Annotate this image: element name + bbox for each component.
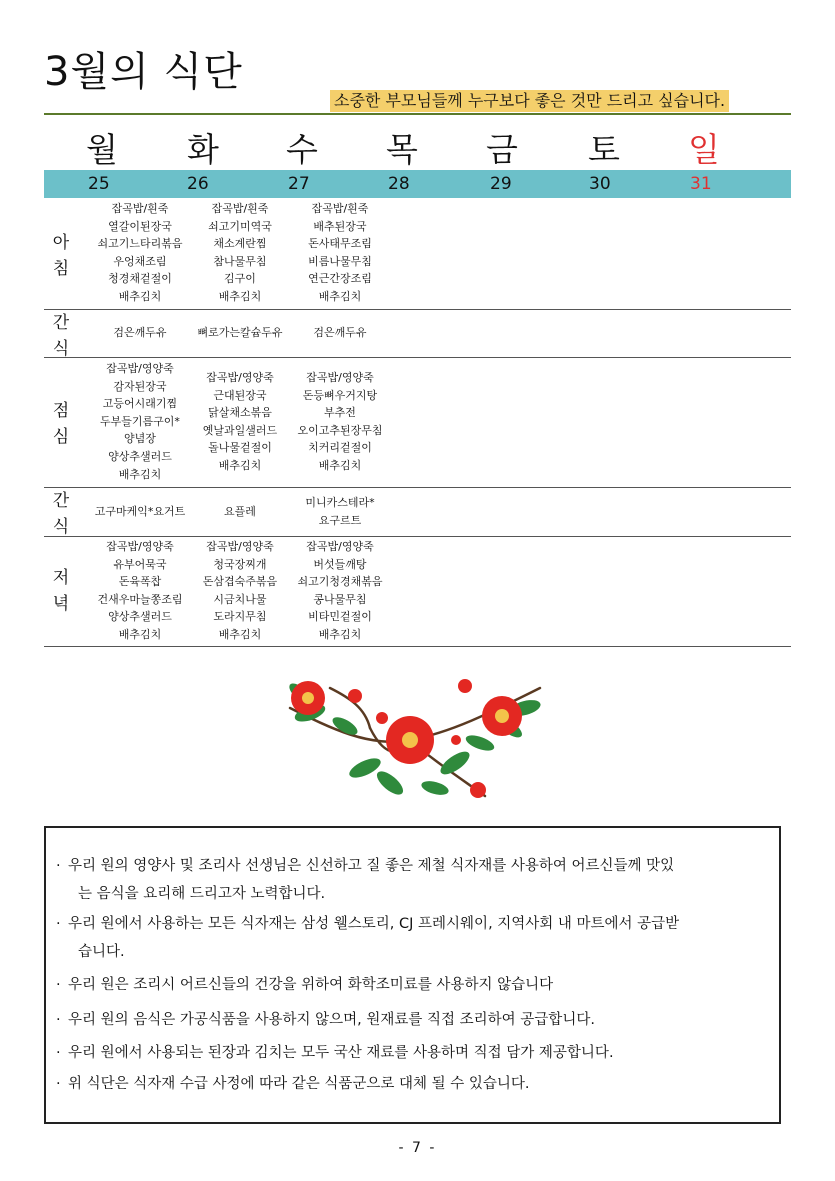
meal-label-char: 침 [52, 259, 70, 279]
meal-label-char: 저 [52, 568, 70, 588]
menu-item: 쇠고기미역국 [208, 219, 272, 233]
note-item [56, 852, 776, 908]
menu-item: 두부들기름구이* [100, 414, 180, 428]
menu-cell-tue [184, 200, 296, 306]
menu-item: 고등어시래기찜 [102, 397, 178, 411]
menu-item: 배추김치 [118, 467, 162, 481]
menu-item: 양념장 [124, 432, 156, 446]
menu-cell-wed [284, 200, 396, 306]
menu-cell-tue [184, 324, 296, 342]
meal-label-snack [50, 488, 72, 540]
weekday-wed: 수 [286, 130, 318, 169]
weekday-tue: 화 [187, 130, 219, 169]
note-item [56, 1006, 776, 1034]
menu-item: 연근간장조림 [308, 272, 372, 286]
date-mon: 25 [88, 174, 110, 194]
menu-cell-tue [184, 503, 296, 521]
menu-item: 잡곡밥/영양죽 [306, 371, 374, 384]
meal-row-snack-am [44, 310, 791, 358]
menu-cell-wed [284, 369, 396, 475]
note-item [56, 1039, 776, 1067]
page-title: 3월의 식단 [44, 49, 243, 95]
camellia-flower-icon [270, 668, 560, 808]
date-sun: 31 [690, 174, 712, 194]
menu-cell-mon [84, 324, 196, 342]
menu-item: 김구이 [224, 272, 256, 286]
menu-item: 옛날과일샐러드 [202, 423, 278, 437]
note-line: 우리 원의 음식은 가공식품을 사용하지 않으며, 원재료를 직접 조리하여 공급합니다. [68, 1012, 595, 1028]
menu-item: 돌나물겉절이 [208, 441, 272, 455]
menu-cell-mon [84, 360, 196, 483]
menu-item: 미니카스테라* [305, 496, 375, 509]
menu-item: 참나물무침 [213, 254, 267, 268]
menu-item: 잡곡밥/영양죽 [206, 540, 274, 553]
menu-item: 잡곡밥/영양죽 [106, 362, 174, 375]
menu-item: 콩나물무침 [313, 592, 367, 606]
note-item [56, 910, 776, 966]
note-item [56, 971, 776, 999]
meal-label-lunch [50, 398, 72, 450]
notes-box [44, 826, 781, 1124]
meal-label-char: 녁 [52, 594, 70, 614]
menu-item: 배추김치 [118, 289, 162, 303]
menu-item: 열갈이된장국 [108, 219, 172, 233]
menu-item: 닭살채소볶음 [208, 406, 272, 420]
menu-item: 건새우마늘쫑조림 [97, 592, 183, 606]
meal-label-char: 간 [52, 491, 70, 511]
page-number: - 7 - [398, 1140, 437, 1156]
menu-cell-mon [84, 503, 196, 521]
bullet-dot: · [56, 977, 61, 993]
note-line: 우리 원은 조리시 어르신들의 건강을 위하여 화학조미료를 사용하지 않습니다 [68, 977, 554, 993]
menu-item: 고구마케익*요거트 [94, 505, 186, 518]
menu-cell-tue [184, 369, 296, 475]
menu-item: 비타민겉절이 [308, 610, 372, 624]
weekday-header [44, 130, 791, 170]
weekday-mon: 월 [86, 130, 118, 169]
meal-label-char: 점 [52, 401, 70, 421]
menu-item: 배추된장국 [313, 219, 367, 233]
meal-row-breakfast [44, 198, 791, 310]
meal-label-char: 간 [52, 313, 70, 333]
menu-item: 요구르트 [318, 513, 362, 527]
bullet-dot: · [56, 916, 61, 932]
menu-item: 잡곡밥/영양죽 [106, 540, 174, 553]
weekday-thu: 목 [386, 130, 418, 169]
meal-label-char: 아 [52, 233, 70, 253]
menu-cell-tue [184, 538, 296, 644]
meal-row-dinner [44, 537, 791, 647]
date-thu: 28 [388, 174, 410, 194]
menu-item: 배추김치 [318, 289, 362, 303]
note-line: 우리 원의 영양사 및 조리사 선생님은 신선하고 질 좋은 제철 식자재를 사용하여 어르신들께 맛있 [68, 858, 675, 874]
menu-item: 잡곡밥/영양죽 [206, 371, 274, 384]
menu-item: 채소계란찜 [213, 237, 267, 251]
bullet-dot: · [56, 1045, 61, 1061]
menu-item: 쇠고기청경채볶음 [297, 575, 383, 589]
date-tue: 26 [187, 174, 209, 194]
menu-cell-wed [284, 324, 396, 342]
note-line: 는 음식을 요리해 드리고자 노력합니다. [78, 886, 326, 902]
menu-item: 청국장찌개 [213, 557, 267, 571]
menu-item: 쇠고기느타리볶음 [97, 237, 183, 251]
date-bar [44, 170, 791, 198]
menu-item: 돈육폭찹 [118, 575, 162, 589]
menu-item: 시금치나물 [213, 592, 267, 606]
menu-item: 잡곡밥/흰죽 [111, 202, 169, 215]
menu-item: 잡곡밥/영양죽 [306, 540, 374, 553]
weekday-fri: 금 [486, 130, 518, 169]
meal-row-lunch [44, 358, 791, 488]
note-line: 우리 원에서 사용되는 된장과 김치는 모두 국산 재료를 사용하며 직접 담가 제공합니다. [68, 1045, 614, 1061]
menu-item: 뼈로가는칼슘두유 [197, 326, 283, 339]
menu-item: 잡곡밥/흰죽 [211, 202, 269, 215]
menu-item: 검은깨두유 [313, 326, 367, 339]
menu-item: 버섯들깨탕 [313, 557, 367, 571]
note-line: 위 식단은 식자재 수급 사정에 따라 같은 식품군으로 대체 될 수 있습니다. [68, 1076, 530, 1092]
menu-item: 감자된장국 [113, 379, 167, 393]
menu-item: 부추전 [324, 406, 356, 420]
menu-item: 우엉채조림 [113, 254, 167, 268]
meal-label-dinner [50, 565, 72, 617]
meal-label-snack [50, 310, 72, 362]
note-line: 우리 원에서 사용하는 모든 식자재는 삼성 웰스토리, CJ 프레시웨이, 지역사회 내 마트에서 공급받 [68, 916, 680, 932]
meal-label-breakfast [50, 230, 72, 282]
menu-item: 배추김치 [218, 458, 262, 472]
menu-item: 청경채겉절이 [108, 272, 172, 286]
menu-item: 양상추샐러드 [108, 610, 172, 624]
menu-item: 배추김치 [318, 458, 362, 472]
bullet-dot: · [56, 1076, 61, 1092]
menu-item: 요플레 [224, 505, 256, 518]
page-subtitle: 소중한 부모님들께 누구보다 좋은 것만 드리고 싶습니다. [330, 90, 729, 112]
date-sat: 30 [589, 174, 611, 194]
bullet-dot: · [56, 1012, 61, 1028]
menu-item: 돈사태무조림 [308, 237, 372, 251]
menu-item: 치커리겉절이 [308, 441, 372, 455]
date-fri: 29 [490, 174, 512, 194]
menu-item: 배추김치 [218, 289, 262, 303]
title-divider [44, 113, 791, 115]
weekday-sun: 일 [688, 130, 720, 169]
menu-item: 도라지무침 [213, 610, 267, 624]
meal-label-char: 식 [52, 517, 70, 537]
note-item [56, 1070, 776, 1098]
menu-item: 비름나물무침 [308, 254, 372, 268]
weekday-sat: 토 [588, 130, 620, 169]
menu-cell-wed [284, 538, 396, 644]
meal-label-char: 식 [52, 339, 70, 359]
meal-label-char: 심 [52, 427, 70, 447]
menu-item: 잡곡밥/흰죽 [311, 202, 369, 215]
meal-row-snack-pm [44, 488, 791, 537]
menu-item: 오이고추된장무침 [297, 423, 383, 437]
date-wed: 27 [288, 174, 310, 194]
menu-item: 양상추샐러드 [108, 449, 172, 463]
menu-item: 배추김치 [318, 627, 362, 641]
menu-cell-mon [84, 538, 196, 644]
note-line: 습니다. [78, 944, 125, 960]
menu-item: 근대된장국 [213, 388, 267, 402]
menu-item: 유부어묵국 [113, 557, 167, 571]
menu-item: 배추김치 [118, 627, 162, 641]
bullet-dot: · [56, 858, 61, 874]
menu-item: 배추김치 [218, 627, 262, 641]
menu-item: 돈등뼈우거지탕 [302, 388, 378, 402]
menu-cell-wed [284, 494, 396, 529]
menu-item: 돈삼겹숙주볶음 [202, 575, 278, 589]
menu-item: 검은깨두유 [113, 326, 167, 339]
menu-cell-mon [84, 200, 196, 306]
